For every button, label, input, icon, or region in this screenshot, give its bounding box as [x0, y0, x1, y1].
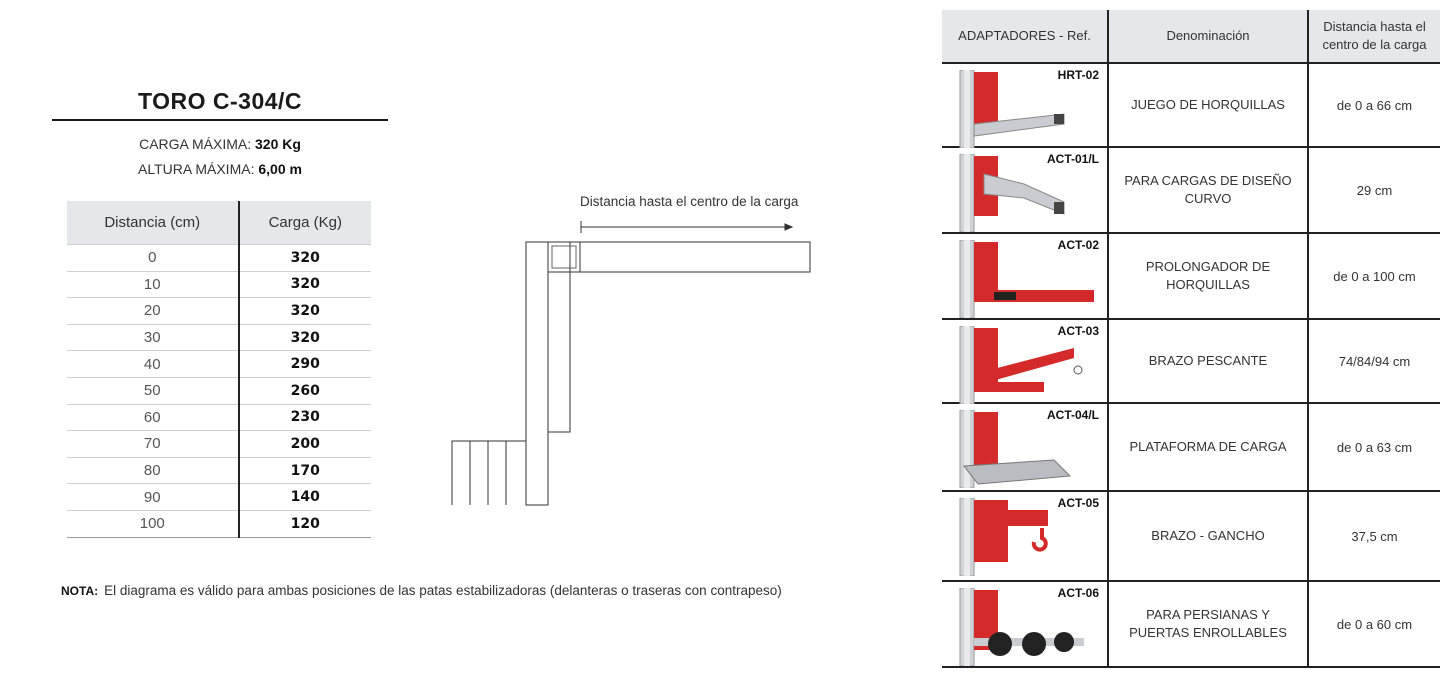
load-table-row [67, 484, 371, 511]
adapter-image-cell [942, 233, 1108, 319]
note [61, 583, 782, 598]
arm [580, 242, 810, 272]
adapter-row [942, 581, 1440, 667]
diagram-label: Distancia hasta el centro de la carga [580, 194, 799, 209]
load-cell: 200 [239, 431, 371, 458]
adapter-ref: ACT-03 [1057, 324, 1099, 338]
adapter-distance: 74/84/94 cm [1308, 319, 1440, 403]
adapter-row [942, 403, 1440, 491]
note-text: El diagrama es válido para ambas posiciones de las patas estabilizadoras (delanteras o traseras con contrapeso) [104, 583, 782, 598]
adapter-distance: de 0 a 66 cm [1308, 63, 1440, 147]
load-cell: 260 [239, 377, 371, 404]
distance-cell: 80 [67, 457, 239, 484]
load-cell: 140 [239, 484, 371, 511]
note-prefix: NOTA: [61, 584, 99, 598]
load-cell: 230 [239, 404, 371, 431]
jib-arm-icon [954, 326, 1084, 407]
max-height-label: ALTURA MÁXIMA: [138, 161, 255, 177]
adapter-row [942, 147, 1440, 233]
distance-cell: 10 [67, 271, 239, 298]
adapter-image-cell [942, 63, 1108, 147]
adapter-ref: ACT-06 [1057, 586, 1099, 600]
load-cell: 320 [239, 324, 371, 351]
adapter-name: PLATAFORMA DE CARGA [1108, 403, 1308, 491]
max-load-label: CARGA MÁXIMA: [139, 136, 252, 152]
load-cell: 120 [239, 510, 371, 537]
distance-cell: 0 [67, 245, 239, 272]
distance-cell: 60 [67, 404, 239, 431]
hook-arm-icon [954, 498, 1084, 579]
forks-icon [954, 70, 1084, 151]
curved-load-icon [954, 154, 1084, 235]
load-table-row [67, 324, 371, 351]
load-table-row [67, 271, 371, 298]
adapter-name: PARA CARGAS DE DISEÑO CURVO [1108, 147, 1308, 233]
arrow-head [785, 224, 792, 230]
max-height-value: 6,00 m [258, 161, 302, 177]
max-load-value: 320 Kg [255, 136, 301, 152]
distance-cell: 70 [67, 431, 239, 458]
adapter-ref: ACT-02 [1057, 238, 1099, 252]
load-table-row [67, 457, 371, 484]
distance-cell: 40 [67, 351, 239, 378]
load-table-row [67, 351, 371, 378]
title-divider [52, 119, 388, 121]
distance-cell: 100 [67, 510, 239, 537]
name-header: Denominación [1108, 10, 1308, 63]
adapter-ref: ACT-04/L [1046, 408, 1099, 422]
mast [526, 242, 548, 505]
load-cell: 290 [239, 351, 371, 378]
adapter-distance: de 0 a 100 cm [1308, 233, 1440, 319]
adapter-image-cell [942, 147, 1108, 233]
adapter-name: PARA PERSIANAS Y PUERTAS ENROLLABLES [1108, 581, 1308, 667]
load-header: Carga (Kg) [239, 201, 371, 245]
load-table-row [67, 298, 371, 325]
load-cell: 320 [239, 271, 371, 298]
adapter-distance: 37,5 cm [1308, 491, 1440, 581]
adapter-distance: de 0 a 60 cm [1308, 581, 1440, 667]
load-cell: 320 [239, 245, 371, 272]
load-table-row [67, 404, 371, 431]
adapter-row [942, 319, 1440, 403]
adapter-distance: de 0 a 63 cm [1308, 403, 1440, 491]
load-table-row [67, 377, 371, 404]
adapters-header [942, 10, 1440, 63]
load-table-row [67, 431, 371, 458]
product-title: TORO C-304/C [137, 88, 303, 114]
adapter-row [942, 63, 1440, 147]
load-table-header [67, 201, 371, 245]
load-table [67, 201, 371, 538]
adapter-row [942, 491, 1440, 581]
adapter-name: BRAZO - GANCHO [1108, 491, 1308, 581]
distance-cell: 20 [67, 298, 239, 325]
adapter-name: BRAZO PESCANTE [1108, 319, 1308, 403]
max-load-spec [52, 136, 388, 152]
load-cell: 170 [239, 457, 371, 484]
adapter-name: PROLONGADOR DE HORQUILLAS [1108, 233, 1308, 319]
adapters-table [942, 10, 1440, 668]
load-distance-diagram [440, 180, 840, 520]
adapter-image-cell [942, 581, 1108, 667]
adapter-row [942, 233, 1440, 319]
mast-inner [548, 242, 570, 432]
ref-header: ADAPTADORES - Ref. [942, 10, 1108, 63]
distance-header: Distancia (cm) [67, 201, 239, 245]
distance-cell: 90 [67, 484, 239, 511]
base [452, 441, 526, 505]
adapter-distance: 29 cm [1308, 147, 1440, 233]
load-cell: 320 [239, 298, 371, 325]
platform-icon [954, 410, 1084, 491]
adapter-ref: ACT-05 [1057, 496, 1099, 510]
load-table-row [67, 245, 371, 272]
load-table-row [67, 510, 371, 537]
roller-door-icon [954, 588, 1084, 669]
fork-extender-icon [954, 240, 1084, 321]
distance-header-right: Distancia hasta el centro de la carga [1308, 10, 1440, 63]
adapter-image-cell [942, 319, 1108, 403]
adapter-name: JUEGO DE HORQUILLAS [1108, 63, 1308, 147]
distance-cell: 30 [67, 324, 239, 351]
adapter-ref: HRT-02 [1057, 68, 1099, 82]
adapter-ref: ACT-01/L [1046, 152, 1099, 166]
distance-cell: 50 [67, 377, 239, 404]
max-height-spec [52, 161, 388, 177]
adapter-image-cell [942, 491, 1108, 581]
adapter-image-cell [942, 403, 1108, 491]
